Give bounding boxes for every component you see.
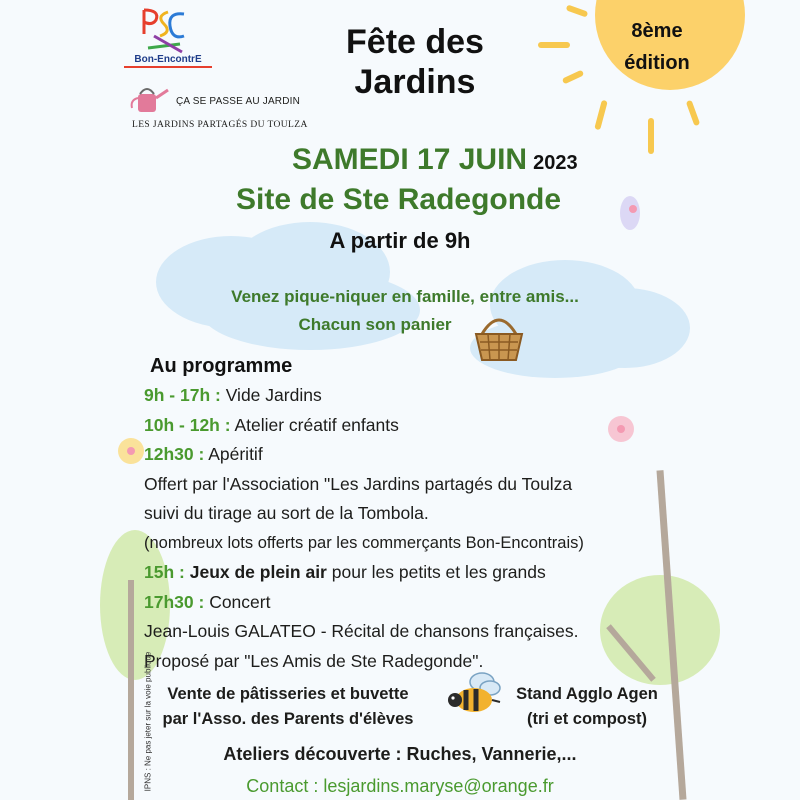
programme-label: Vide Jardins — [225, 385, 322, 405]
sun-ray — [594, 100, 608, 131]
programme-item — [144, 440, 704, 470]
programme-item — [144, 411, 704, 441]
programme-item — [144, 558, 704, 588]
bee-icon — [446, 668, 504, 720]
invitation — [160, 283, 650, 339]
contact-email[interactable]: Contact : lesjardins.maryse@orange.fr — [246, 776, 554, 796]
stand-line: (tri et compost) — [526, 710, 648, 728]
stand-line: Stand Agglo Agen — [516, 685, 658, 703]
sun-ray — [562, 70, 584, 85]
programme-list — [144, 381, 704, 676]
watering-can-icon — [126, 84, 172, 116]
programme-item — [144, 381, 704, 411]
edition-line: édition — [624, 52, 690, 74]
edition-badge — [598, 15, 716, 79]
programme-time: 12h30 : — [144, 444, 205, 464]
programme-label: Atelier créatif enfants — [234, 414, 399, 435]
association-name: LES JARDINS PARTAGÉS DU TOULZA — [132, 120, 308, 130]
poster-title — [290, 22, 540, 102]
programme-label: Apéritif — [208, 444, 263, 464]
sun-ray — [538, 42, 570, 48]
stand-line: par l'Asso. des Parents d'élèves — [162, 710, 414, 728]
stand-line: Vente de pâtisseries et buvette — [167, 685, 409, 703]
poster-title-line: Jardins — [354, 63, 476, 101]
programme-detail: Proposé par "Les Amis de Ste Radegonde". — [144, 650, 484, 671]
programme-heading: Au programme — [150, 355, 293, 377]
edition-line: 8ème — [631, 20, 683, 42]
town-logo-name: Bon-EncontrE — [134, 54, 202, 65]
programme-time: 9h - 17h : — [144, 385, 221, 405]
sun-ray — [686, 100, 701, 126]
programme-label: Jeux de plein air — [189, 562, 327, 582]
town-logo-rule — [124, 66, 212, 68]
poster-title-line: Fête des — [346, 23, 484, 61]
association-slogan: ÇA SE PASSE AU JARDIN — [176, 96, 301, 107]
programme-time: 15h : — [144, 562, 185, 582]
event-date — [292, 143, 578, 177]
bon-encontre-logo — [138, 6, 190, 56]
sun-ray — [648, 118, 654, 154]
invitation-line: Venez pique-niquer en famille, entre amis... — [231, 287, 579, 306]
bake-sale-stand — [140, 682, 436, 732]
programme-detail: Offert par l'Association "Les Jardins partagés du Toulza — [144, 473, 573, 494]
programme-label: Concert — [209, 591, 271, 612]
sun-ray — [566, 4, 589, 17]
programme-detail: (nombreux lots offerts par les commerçants Bon-Encontrais) — [144, 533, 584, 552]
event-year: 2023 — [533, 152, 578, 174]
programme-time: 17h30 : — [144, 591, 205, 612]
agglo-stand — [498, 682, 676, 732]
event-day: SAMEDI 17 JUIN — [292, 143, 528, 176]
workshops-line: Ateliers découverte : Ruches, Vannerie,... — [223, 744, 577, 764]
flower-icon — [118, 438, 144, 464]
flower-icon — [620, 196, 640, 230]
basket-icon — [472, 312, 526, 364]
event-site: Site de Ste Radegonde — [236, 183, 562, 216]
programme-detail: suivi du tirage au sort de la Tombola. — [144, 503, 429, 523]
tree-trunk — [128, 580, 134, 800]
programme-time: 10h - 12h : — [144, 414, 231, 435]
programme-label-rest: pour les petits et les grands — [331, 562, 546, 582]
legal-notice: IPNS : Ne pas jeter sur la voie publique — [143, 651, 153, 792]
programme-item — [144, 588, 704, 618]
invitation-line: Chacun son panier — [298, 315, 452, 334]
event-start-time: A partir de 9h — [329, 228, 471, 253]
programme-detail: Jean-Louis GALATEO - Récital de chansons françaises. — [144, 621, 579, 641]
